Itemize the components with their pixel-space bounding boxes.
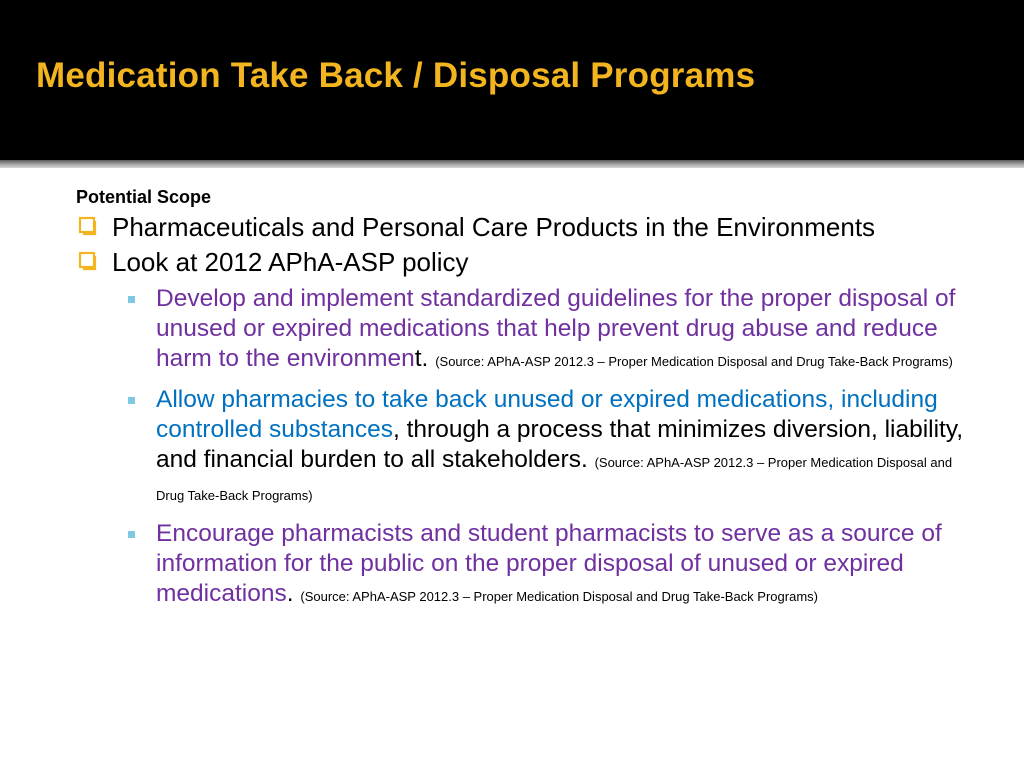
slide-body [76,186,976,620]
title-divider [0,160,1024,168]
sub-bullet-list [76,284,976,612]
source-citation: (Source: APhA-ASP 2012.3 – Proper Medication Disposal and Drug Take-Back Programs) [300,589,818,604]
sub-bullet-text: Develop and implement standardized guidelines for the proper disposal of unused or expired medications that help prevent drug abuse and reduce harm to the environmen [156,285,956,372]
sub-bullet-text: Allow pharmacies to take back unused or expired medications, including controlled substances [156,386,938,443]
sub-list-item [156,519,966,612]
sub-list-item [156,385,966,511]
source-citation: (Source: APhA-ASP 2012.3 – Proper Medication Disposal and Drug Take-Back Programs) [156,455,953,503]
sub-list-item [156,284,966,377]
title-bar [0,0,1024,160]
hollow-square-bullet-icon [78,251,99,272]
sub-bullet-tail: t. [414,345,429,372]
bullet-text: Pharmaceuticals and Personal Care Products in the Environments [112,212,876,242]
square-bullet-icon [128,531,135,538]
source-citation: (Source: APhA-ASP 2012.3 – Proper Medication Disposal and Drug Take-Back Programs) [435,354,953,369]
square-bullet-icon [128,397,135,404]
scope-label: Potential Scope [76,187,212,207]
sub-bullet-text: Encourage pharmacists and student pharmacists to serve as a source of information for the public on the proper disposal of unused or expired medications [156,520,942,607]
list-item [76,212,976,243]
square-bullet-icon [128,296,135,303]
sub-bullet-tail: . [286,580,294,607]
slide-title: Medication Take Back / Disposal Programs [36,56,756,95]
sub-bullet-tail: , through a process that minimizes diversion, liability, and financial burden to all stakeholders. [156,416,964,473]
bullet-text: Look at 2012 APhA-ASP policy [112,247,469,277]
list-item [76,247,976,278]
hollow-square-bullet-icon [78,216,99,237]
